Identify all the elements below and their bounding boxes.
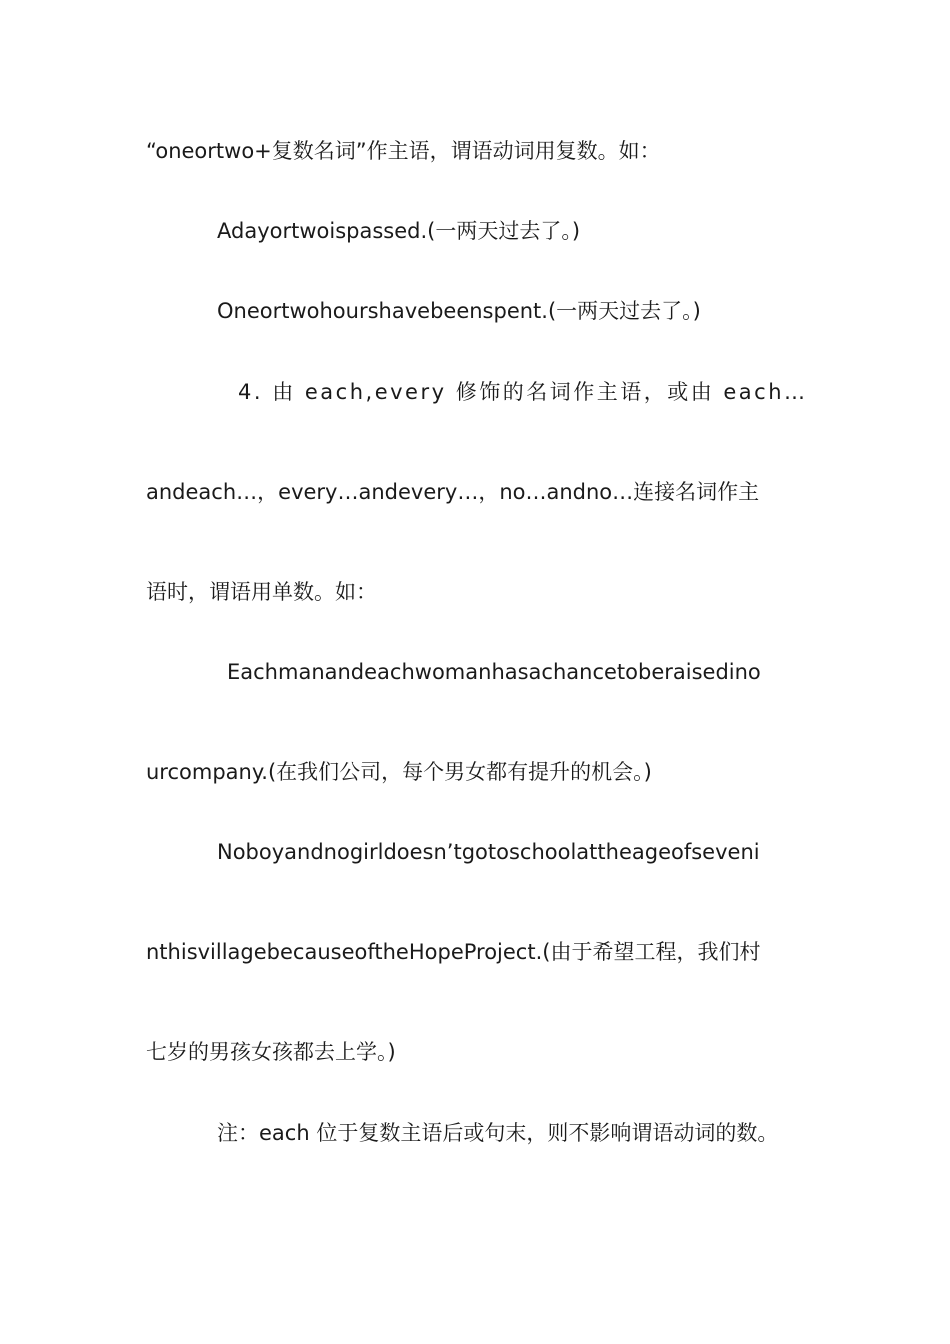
text-line-6: 语时，谓语用单数。如： — [146, 580, 377, 604]
text-line-4: 4. 由 each,every 修饰的名词作主语，或由 each… — [238, 380, 808, 404]
text-line-11: 七岁的男孩女孩都去上学。) — [146, 1040, 396, 1064]
text-line-9: Noboyandnogirldoesn’tgotoschoolattheageofseveni — [217, 840, 760, 864]
text-line-10: nthisvillagebecauseoftheHopeProject.(由于希望工程，我们村 — [146, 940, 761, 964]
text-line-3: Oneortwohourshavebeenspent.(一两天过去了。) — [217, 299, 701, 323]
text-line-12: 注：each 位于复数主语后或句末，则不影响谓语动词的数。 — [217, 1121, 779, 1145]
text-line-1: “oneortwo+复数名词”作主语，谓语动词用复数。如： — [146, 139, 661, 163]
text-line-5: andeach…，every…andevery…，no…andno…连接名词作主 — [146, 480, 760, 504]
text-line-2: Adayortwoispassed.(一两天过去了。) — [217, 219, 581, 243]
text-line-7: Eachmanandeachwomanhasachancetoberaisedino — [227, 660, 761, 684]
text-line-8: urcompany.(在我们公司，每个男女都有提升的机会。) — [146, 760, 652, 784]
